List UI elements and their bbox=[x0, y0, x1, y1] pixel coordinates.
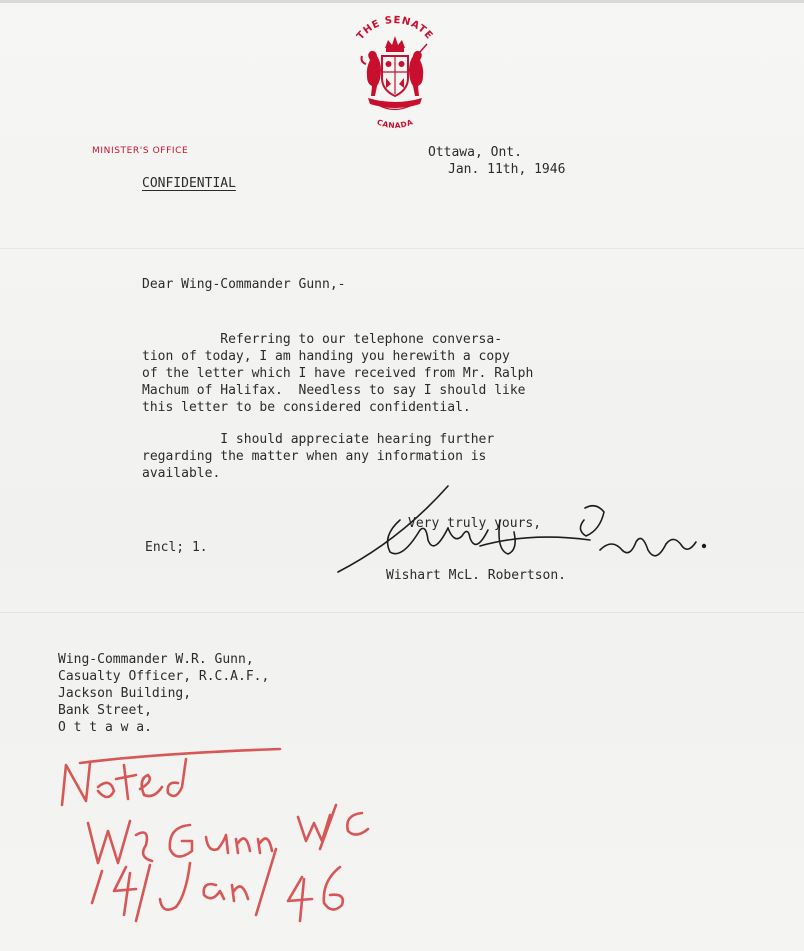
confidential-marking: CONFIDENTIAL bbox=[142, 176, 236, 191]
closing: Very truly yours, bbox=[408, 516, 542, 531]
city-line: Ottawa, Ont. bbox=[428, 145, 522, 160]
enclosure-note: Encl; 1. bbox=[145, 540, 208, 555]
body-paragraph-1: Referring to our telephone conversa- tion of today, I am handing you herewith a copy of the letter which I have received from Mr. Ralph Machum of Halifax. Needless to say I should like this letter to be considered confidential. bbox=[142, 332, 534, 415]
address-line: Casualty Officer, R.C.A.F., bbox=[58, 669, 270, 684]
recipient-address bbox=[58, 651, 269, 736]
top-edge bbox=[0, 0, 804, 3]
dateline bbox=[428, 144, 565, 178]
date-line: Jan. 11th, 1946 bbox=[448, 162, 566, 177]
svg-text:CANADA bbox=[376, 117, 415, 130]
handwritten-signature bbox=[330, 480, 720, 590]
signer-name: Wishart McL. Robertson. bbox=[386, 568, 567, 583]
handwritten-note bbox=[40, 745, 460, 925]
address-line: Bank Street, bbox=[58, 703, 152, 718]
body-paragraph-2: I should appreciate hearing further regarding the matter when any information is available. bbox=[142, 432, 495, 481]
salutation: Dear Wing-Commander Gunn,- bbox=[142, 277, 346, 292]
crest-arc-top: THE SENATE bbox=[355, 14, 435, 43]
address-line: Jackson Building, bbox=[58, 686, 192, 701]
fold-line bbox=[0, 248, 804, 249]
senate-crest-logo bbox=[340, 14, 450, 139]
address-line: O t t a w a. bbox=[58, 720, 152, 735]
crest-arc-bottom: CANADA bbox=[375, 117, 415, 131]
ministers-office-label: MINISTER'S OFFICE bbox=[92, 146, 189, 156]
address-line: Wing-Commander W.R. Gunn, bbox=[58, 652, 254, 667]
fold-line bbox=[0, 612, 804, 613]
